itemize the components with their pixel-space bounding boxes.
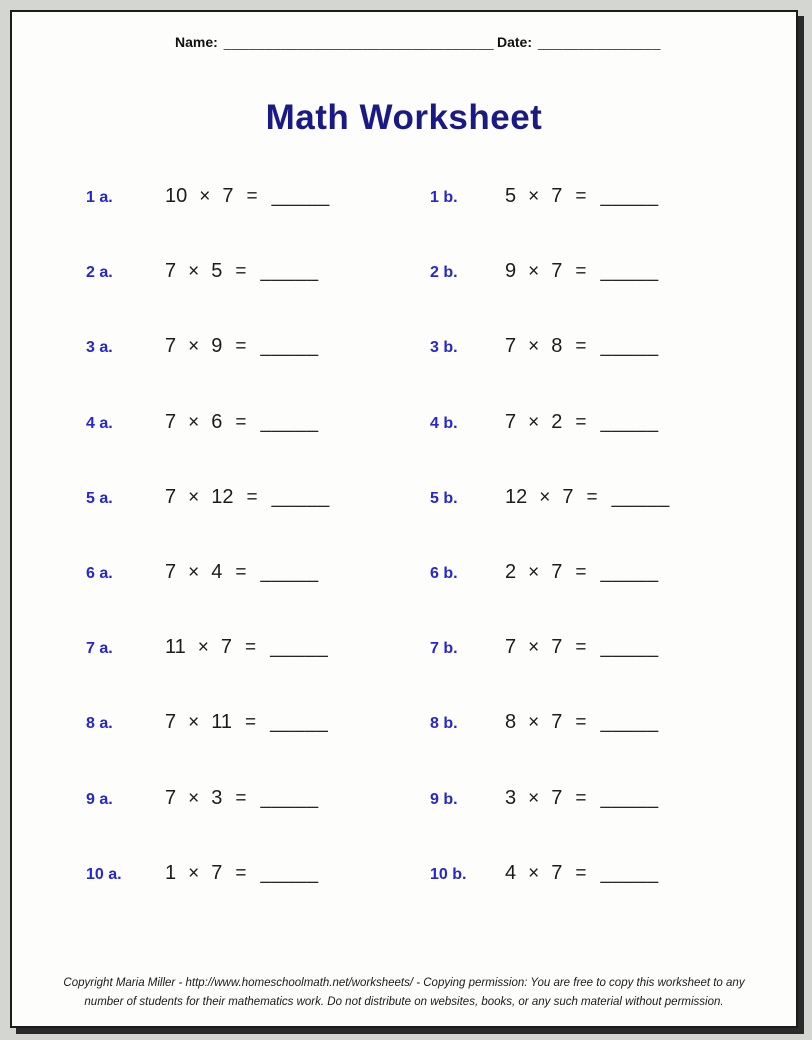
equals-sign: = (575, 862, 587, 884)
factor-left: 7 (165, 335, 177, 358)
times-sign: × (188, 712, 200, 734)
factor-left: 8 (505, 711, 517, 734)
times-sign: × (528, 712, 540, 734)
factor-left: 12 (505, 485, 528, 508)
problem-expression-10b (505, 836, 659, 911)
answer-blank-7a[interactable]: _____ (270, 636, 329, 659)
problem-number-9a: 9 a. (86, 790, 113, 808)
problem-number-4b: 4 b. (430, 414, 458, 432)
problem-expression-7b (505, 610, 659, 685)
problem-number-9b: 9 b. (430, 790, 458, 808)
problem-row-9 (12, 761, 796, 836)
factor-left: 5 (505, 185, 517, 207)
problem-number-8a: 8 a. (86, 715, 113, 733)
problem-row-5 (12, 460, 796, 535)
answer-blank-5a[interactable]: _____ (271, 485, 330, 508)
equals-sign: = (575, 411, 587, 433)
copyright-footer (12, 974, 796, 1011)
problem-row-8 (12, 685, 796, 760)
problem-row-6 (12, 535, 796, 610)
problem-expression-5a (165, 460, 430, 535)
worksheet-page (10, 10, 798, 1028)
factor-right: 3 (211, 786, 223, 809)
times-sign: × (528, 787, 540, 809)
problem-expression-4a (165, 385, 430, 460)
equals-sign: = (246, 186, 258, 207)
equals-sign: = (586, 486, 598, 508)
factor-left: 1 (165, 861, 177, 884)
answer-blank-7b[interactable]: _____ (600, 636, 659, 659)
factor-right: 7 (551, 786, 563, 809)
problem-expression-10a (165, 836, 430, 911)
problem-number-3b: 3 b. (430, 339, 458, 357)
equals-sign: = (575, 561, 587, 583)
factor-left: 3 (505, 786, 517, 809)
factor-right: 12 (211, 485, 234, 508)
name-field (175, 34, 494, 50)
answer-blank-1b[interactable]: _____ (600, 185, 659, 207)
times-sign: × (188, 486, 200, 508)
factor-right: 7 (551, 711, 563, 734)
factor-left: 7 (505, 335, 517, 358)
problem-row-10 (12, 836, 796, 911)
problem-expression-5b (505, 460, 670, 535)
answer-blank-10a[interactable]: _____ (260, 861, 319, 884)
problem-expression-9b (505, 761, 659, 836)
equals-sign: = (245, 637, 257, 659)
problem-expression-8b (505, 685, 659, 760)
factor-right: 4 (211, 560, 223, 583)
answer-blank-8b[interactable]: _____ (600, 711, 659, 734)
problem-row-4 (12, 385, 796, 460)
factor-right: 7 (551, 636, 563, 659)
equals-sign: = (575, 261, 587, 283)
problem-expression-1b (505, 159, 659, 234)
factor-left: 9 (505, 260, 517, 283)
problem-expression-7a (165, 610, 430, 685)
answer-blank-5b[interactable]: _____ (611, 485, 670, 508)
times-sign: × (188, 787, 200, 809)
factor-left: 7 (505, 636, 517, 659)
factor-left: 2 (505, 560, 517, 583)
equals-sign: = (575, 637, 587, 659)
problem-expression-2b (505, 234, 659, 309)
equals-sign: = (575, 712, 587, 734)
date-label: Date: (497, 34, 533, 50)
equals-sign: = (235, 787, 247, 809)
times-sign: × (188, 561, 200, 583)
problem-row-3 (12, 309, 796, 384)
answer-blank-6a[interactable]: _____ (260, 560, 319, 583)
problem-number-1a: 1 a. (86, 189, 113, 206)
factor-left: 10 (165, 185, 188, 207)
factor-right: 7 (551, 185, 563, 207)
times-sign: × (528, 261, 540, 283)
answer-blank-4a[interactable]: _____ (260, 410, 319, 433)
factor-left: 7 (505, 410, 517, 433)
problem-expression-6a (165, 535, 430, 610)
problem-expression-2a (165, 234, 430, 309)
factor-right: 7 (551, 861, 563, 884)
page-title: Math Worksheet (265, 98, 543, 137)
problem-number-3a: 3 a. (86, 339, 113, 357)
factor-right: 7 (551, 560, 563, 583)
factor-right: 7 (551, 260, 563, 283)
times-sign: × (528, 186, 540, 207)
problem-number-10b: 10 b. (430, 865, 467, 883)
answer-blank-10b[interactable]: _____ (600, 861, 659, 884)
equals-sign: = (575, 787, 587, 809)
copyright-line-1: Copyright Maria Miller - http://www.homeschoolmath.net/worksheets/ - Copying permission: You are free to copy this worksheet to any (63, 977, 745, 990)
problem-expression-6b (505, 535, 659, 610)
answer-blank-3a[interactable]: _____ (260, 335, 319, 358)
problem-number-6b: 6 b. (430, 564, 458, 582)
factor-right: 2 (551, 410, 563, 433)
factor-right: 5 (211, 260, 223, 283)
equals-sign: = (235, 411, 247, 433)
equals-sign: = (235, 336, 247, 358)
factor-right: 9 (211, 335, 223, 358)
problem-row-1 (12, 159, 796, 234)
problem-expression-4b (505, 385, 659, 460)
answer-blank-4b[interactable]: _____ (600, 410, 659, 433)
factor-left: 7 (165, 711, 177, 734)
times-sign: × (528, 411, 540, 433)
problem-expression-8a (165, 685, 430, 760)
problem-number-1b: 1 b. (430, 189, 458, 206)
problem-expression-9a (165, 761, 430, 836)
times-sign: × (188, 411, 200, 433)
factor-left: 7 (165, 485, 177, 508)
problem-row-2 (12, 234, 796, 309)
equals-sign: = (235, 561, 247, 583)
factor-left: 7 (165, 260, 177, 283)
equals-sign: = (575, 336, 587, 358)
times-sign: × (539, 486, 551, 508)
answer-blank-8a[interactable]: _____ (270, 711, 329, 734)
factor-left: 7 (165, 410, 177, 433)
problem-number-5b: 5 b. (430, 489, 458, 507)
problem-expression-1a (165, 159, 430, 234)
times-sign: × (199, 186, 211, 207)
times-sign: × (528, 862, 540, 884)
times-sign: × (188, 862, 200, 884)
answer-blank-3b[interactable]: _____ (600, 335, 659, 358)
answer-blank-2b[interactable]: _____ (600, 260, 659, 283)
name-blank[interactable]: _________________________________ (223, 34, 494, 50)
factor-right: 6 (211, 410, 223, 433)
times-sign: × (188, 336, 200, 358)
times-sign: × (528, 336, 540, 358)
equals-sign: = (235, 862, 247, 884)
factor-right: 8 (551, 335, 563, 358)
factor-left: 7 (165, 786, 177, 809)
problem-number-2b: 2 b. (430, 264, 458, 282)
problem-number-5a: 5 a. (86, 489, 113, 507)
problem-row-7 (12, 610, 796, 685)
problem-number-6a: 6 a. (86, 564, 113, 582)
equals-sign: = (245, 712, 257, 734)
problem-expression-3a (165, 309, 430, 384)
date-field (497, 34, 661, 50)
problem-number-2a: 2 a. (86, 264, 113, 282)
problems-list (12, 159, 796, 911)
problem-number-4a: 4 a. (86, 414, 113, 432)
answer-blank-6b[interactable]: _____ (600, 560, 659, 583)
times-sign: × (188, 261, 200, 283)
factor-left: 4 (505, 861, 517, 884)
factor-right: 7 (211, 861, 223, 884)
date-blank[interactable]: _______________ (538, 34, 661, 50)
equals-sign: = (246, 486, 258, 508)
factor-left: 7 (165, 560, 177, 583)
times-sign: × (528, 637, 540, 659)
times-sign: × (197, 637, 209, 659)
equals-sign: = (575, 186, 587, 207)
problem-number-10a: 10 a. (86, 865, 122, 883)
answer-blank-9a[interactable]: _____ (260, 786, 319, 809)
factor-right: 7 (562, 485, 574, 508)
answer-blank-2a[interactable]: _____ (260, 260, 319, 283)
copyright-line-2: number of students for their mathematics work. Do not distribute on websites, books, or any such material without permission. (84, 995, 724, 1008)
problem-number-7a: 7 a. (86, 640, 113, 658)
factor-right: 7 (220, 636, 232, 659)
equals-sign: = (235, 261, 247, 283)
problem-expression-3b (505, 309, 659, 384)
problem-number-7b: 7 b. (430, 640, 458, 658)
problem-number-8b: 8 b. (430, 715, 458, 733)
name-label: Name: (175, 34, 218, 50)
factor-right: 11 (211, 711, 232, 734)
times-sign: × (528, 561, 540, 583)
answer-blank-1a[interactable]: _____ (271, 185, 330, 207)
answer-blank-9b[interactable]: _____ (600, 786, 659, 809)
factor-right: 7 (222, 185, 234, 207)
factor-left: 11 (165, 636, 186, 659)
